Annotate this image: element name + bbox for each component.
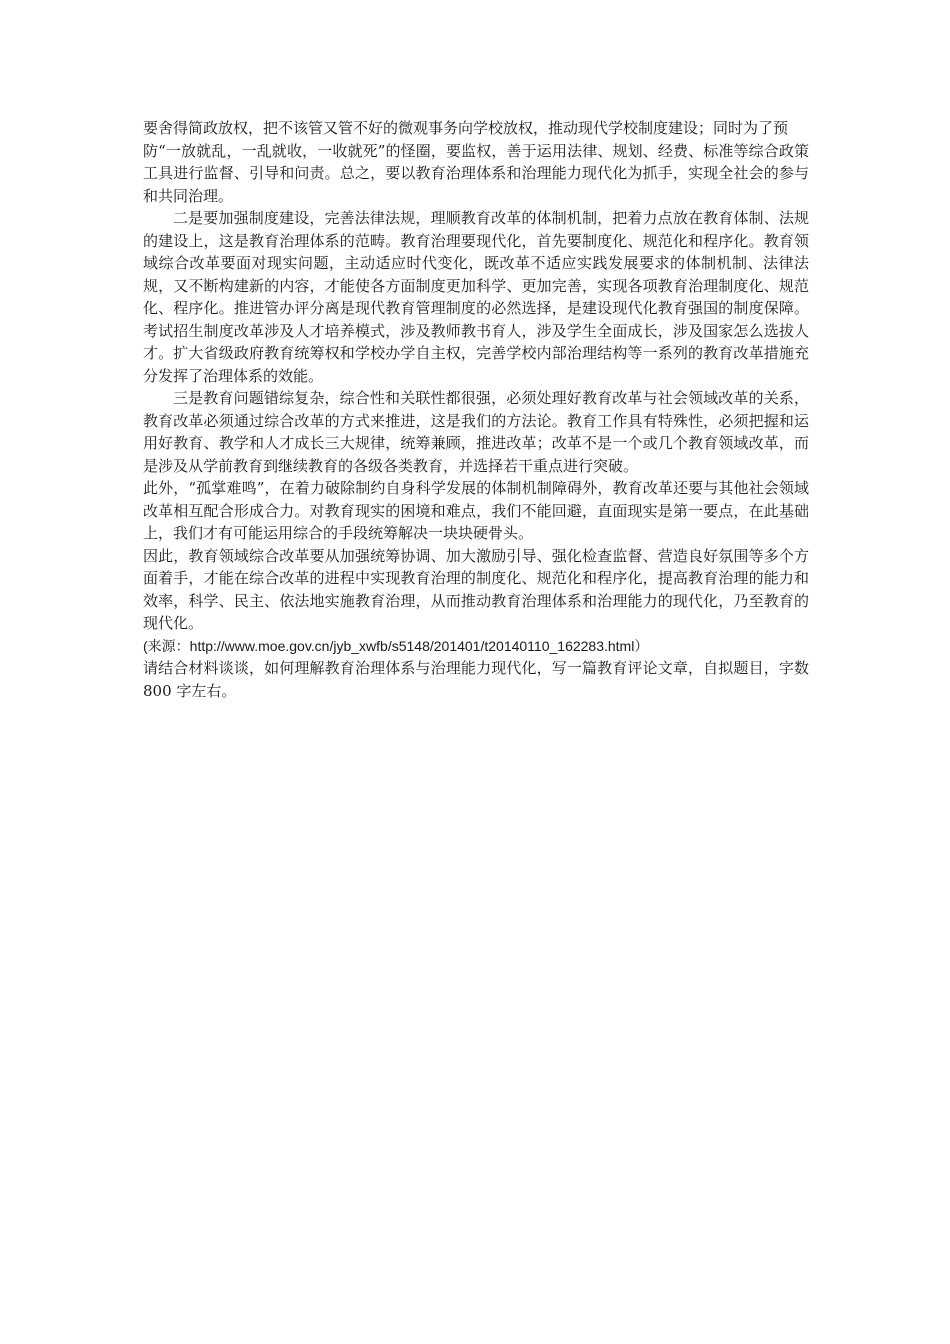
paragraph-2: 防“一放就乱，一乱就收，一收就死”的怪圈，要监权，善于运用法律、规划、经费、标准等综合政策工具进行监督、引导和问责。总之，要以教育治理体系和治理能力现代化为抓手，实现全社会的参与和共同治理。 (143, 141, 809, 205)
paragraph-5: 此外，“孤掌难鸣”，在着力破除制约自身科学发展的体制机制障碍外，教育改革还要与其他社会领域改革相互配合形成合力。对教育现实的困境和难点，我们不能回避，直面现实是第一要点，在此基础上，我们才有可能运用综合的手段统筹解决一块块硬骨头。 (143, 479, 809, 542)
paragraph-6: 因此，教育领域综合改革要从加强统筹协调、加大激励引导、强化检查监督、营造良好氛围等多个方面着手，才能在综合改革的进程中实现教育治理的制度化、规范化和程序化，提高教育治理的能力和效率，科学、民主、依法地实施教育治理，从而推动教育治理体系和治理能力的现代化，乃至教育的现代化。 (143, 546, 809, 632)
paragraph-1: 要舍得简政放权，把不该管又管不好的微观事务向学校放权，推动现代学校制度建设；同时为了预 (143, 119, 789, 137)
document-body (143, 117, 809, 702)
paragraph-4: 三是教育问题错综复杂，综合性和关联性都很强，必须处理好教育改革与社会领域改革的关系，教育改革必须通过综合改革的方式来推进，这是我们的方法论。教育工作具有特殊性，必须把握和运用好教育、教学和人才成长三大规律，统筹兼顾，推进改革；改革不是一个或几个教育领域改革，而是涉及从学前教育到继续教育的各级各类教育，并选择若干重点进行突破。 (143, 389, 809, 475)
essay-prompt: 请结合材料谈谈，如何理解教育治理体系与治理能力现代化，写一篇教育评论文章，自拟题目，字数 800 字左右。 (143, 659, 809, 700)
source-citation: (来源：http://www.moe.gov.cn/jyb_xwfb/s5148/201401/t20140110_162283.html） (143, 637, 649, 654)
paragraph-3: 二是要加强制度建设，完善法律法规，理顺教育改革的体制机制，把着力点放在教育体制、法规的建设上，这是教育治理体系的范畴。教育治理要现代化，首先要制度化、规范化和程序化。教育领域综合改革要面对现实问题，主动适应时代变化，既改革不适应实践发展要求的体制机制、法律法规，又不断构建新的内容，才能使各方面制度更加科学、更加完善，实现各项教育治理制度化、规范化、程序化。推进管办评分离是现代教育管理制度的必然选择，是建设现代化教育强国的制度保障。考试招生制度改革涉及人才培养模式，涉及教师教书育人，涉及学生全面成长，涉及国家怎么选拔人才。扩大省级政府教育统筹权和学校办学自主权，完善学校内部治理结构等一系列的教育改革措施充分发挥了治理体系的效能。 (143, 209, 809, 385)
